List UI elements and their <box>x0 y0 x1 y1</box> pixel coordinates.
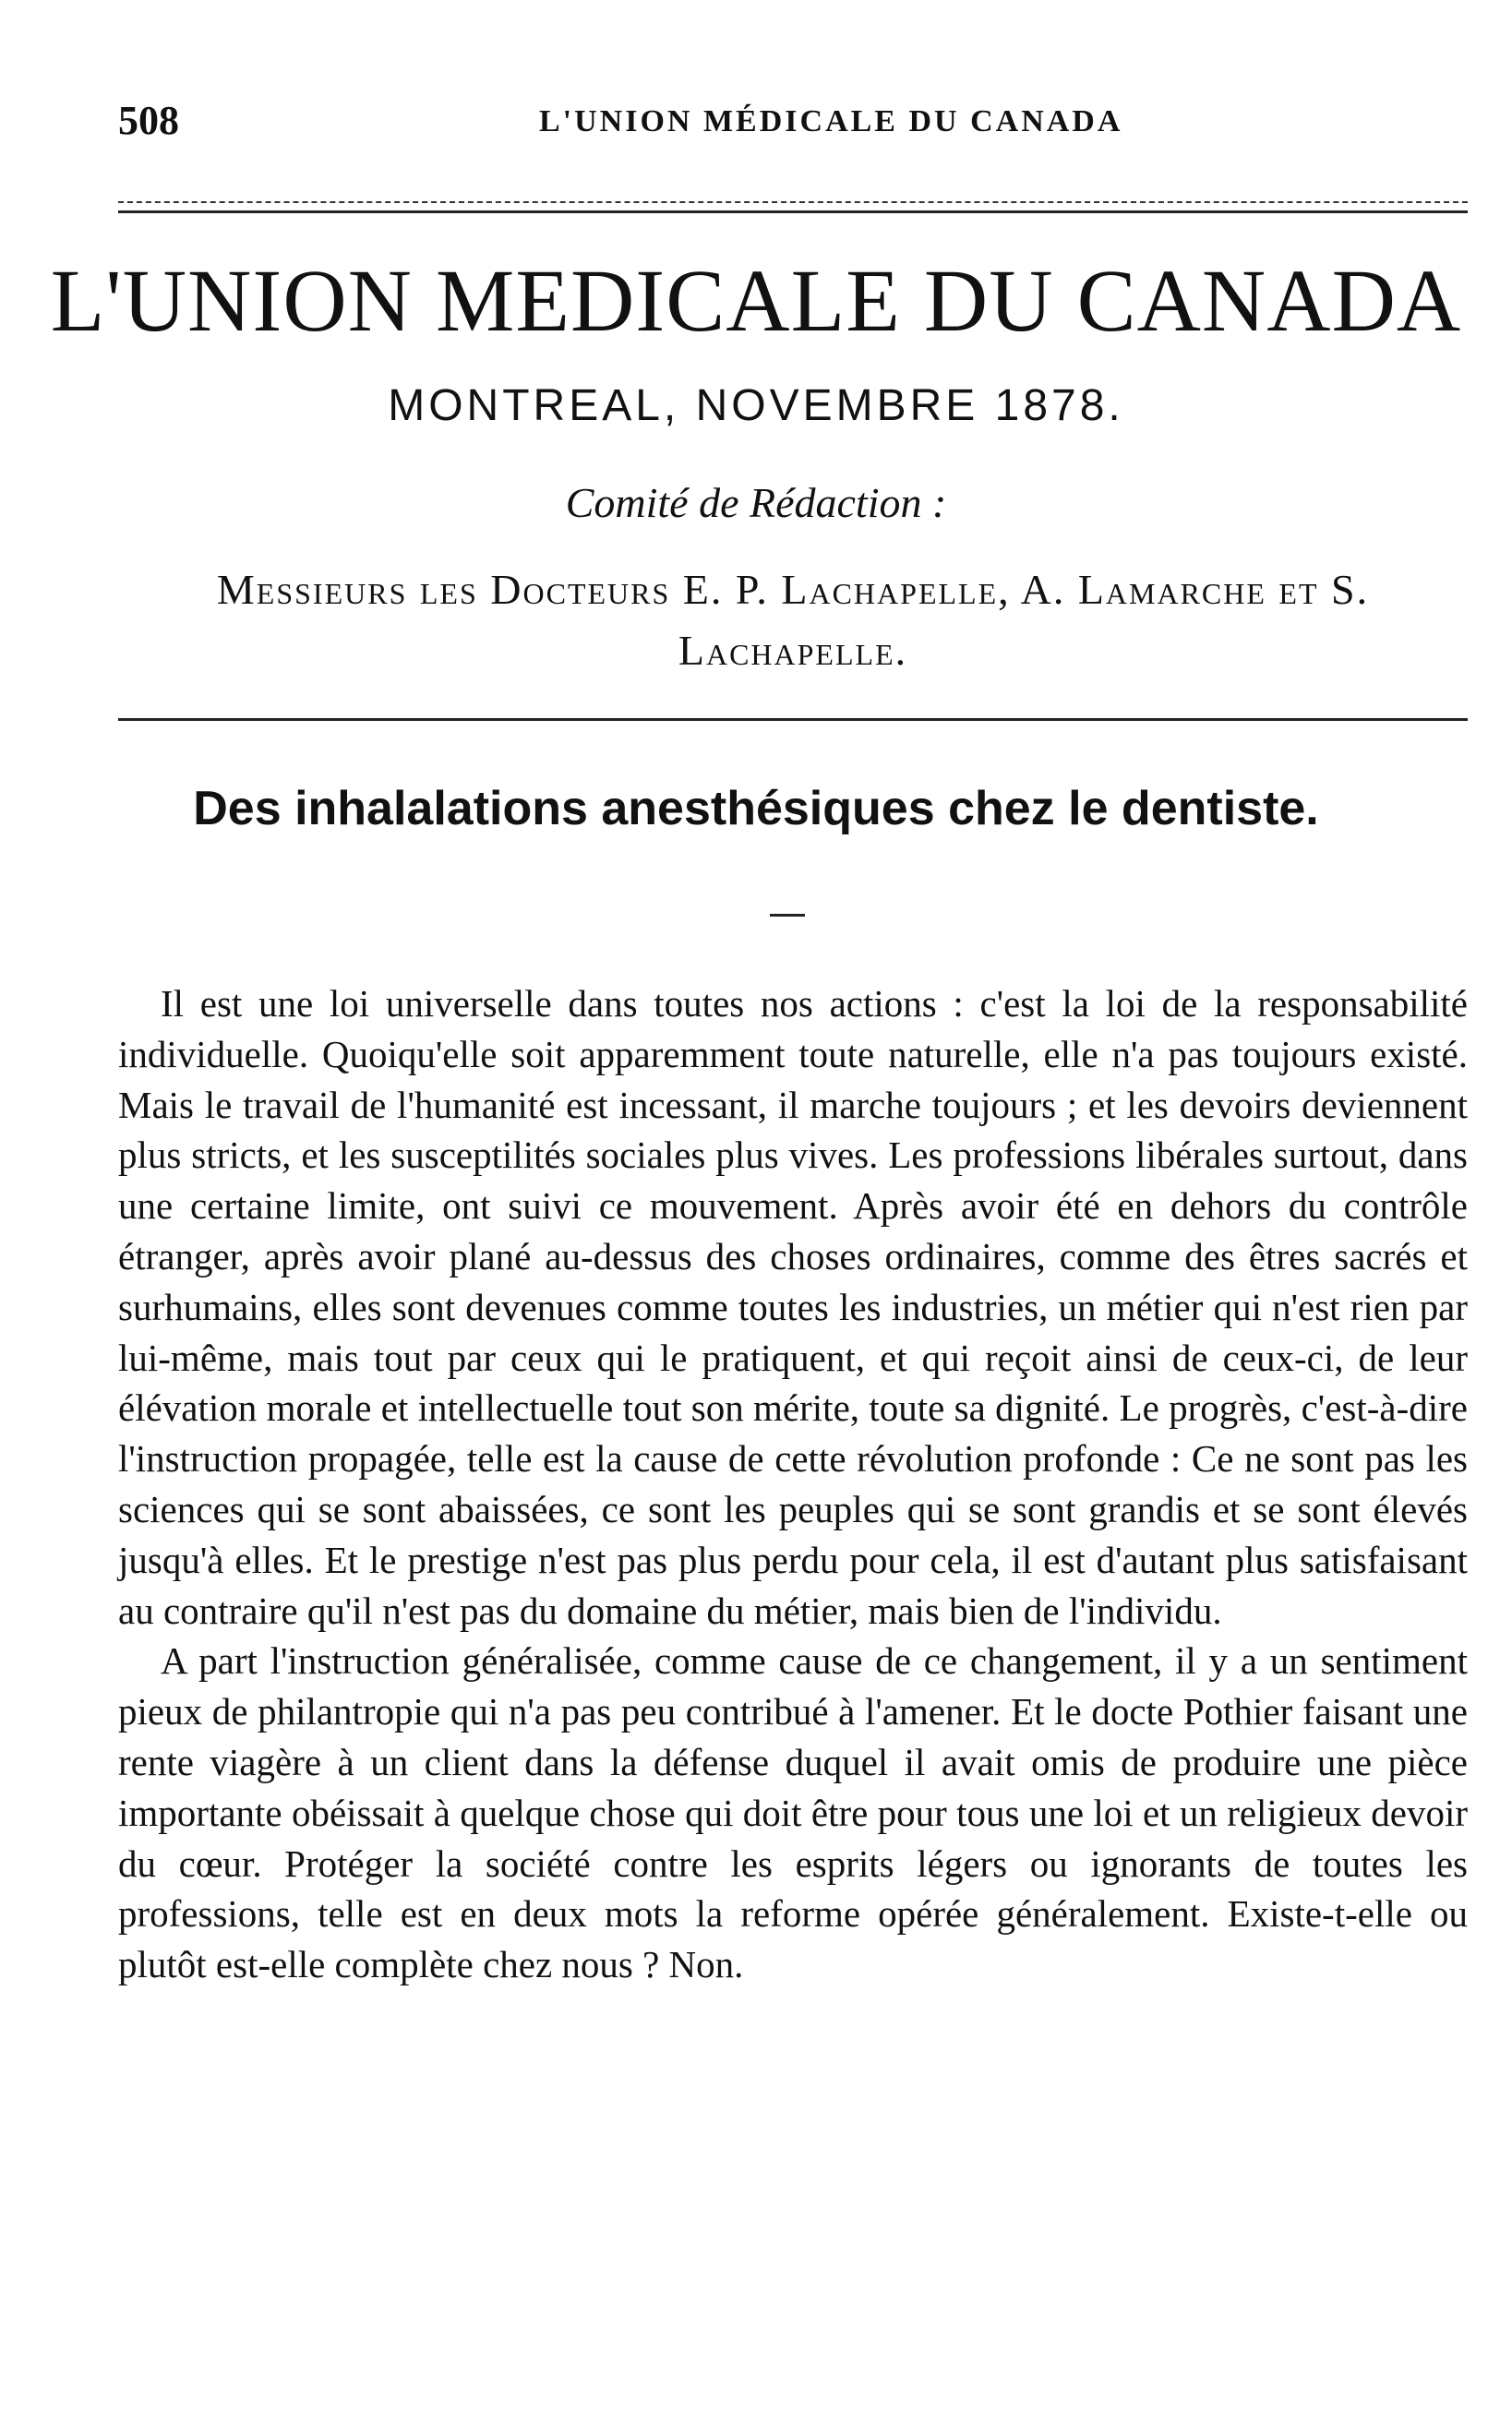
paragraph: A part l'instruction généralisée, comme cause de ce changement, il y a un sentiment pieux de philantropie qui n'a pas peu contribué à l'amener. Et le docte Pothier faisant une rente viagère à un client dans la défense duquel il avait omis de produire une pièce importante obéissait à quelque chose qui doit être pour tous une loi et un religieux devoir du cœur. Protéger la société contre les esprits légers ou ignorants de toutes les professions, telle est en deux mots la reforme opérée généralement. Existe-t-elle ou plutôt est-elle complète chez nous ? Non. <box>118 1639 1468 1986</box>
committee-members: Messieurs les Docteurs E. P. Lachapelle, A. Lamarche et S. Lachapelle. <box>216 566 1370 674</box>
article-body <box>118 978 1468 1990</box>
paragraph: Il est une loi universelle dans toutes nos actions : c'est la loi de la responsabilité individuelle. Quoiqu'elle soit apparemment toute naturelle, elle n'a pas toujours existé. Mais le travail de l'humanité est incessant, il marche toujours ; et les devoirs deviennent plus stricts, et les susceptilités sociales plus vives. Les professions libérales surtout, dans une certaine limite, ont suivi ce mouvement. Après avoir été en dehors du contrôle étranger, après avoir plané au-dessus des choses ordinaires, comme des êtres sacrés et surhumains, elles sont devenues comme toutes les industries, un métier qui n'est rien par lui-même, mais tout par ceux qui le pratiquent, et qui reçoit ainsi de ceux-ci, de leur élévation morale et intellectuelle tout son mérite, toute sa dignité. Le progrès, c'est-à-dire l'instruction propagée, telle est la cause de cette révolution profonde : Ce ne sont pas les sciences qui se sont abaissées, ce sont les peuples qui se sont grandis et se sont élevés jusqu'à elles. Et le prestige n'est pas plus perdu pour cela, il est d'autant plus satisfaisant au contraire qu'il n'est pas du domaine du métier, mais bien de l'individu. <box>118 982 1468 1632</box>
page-number: 508 <box>118 98 179 143</box>
header-rule <box>118 201 1468 213</box>
running-header <box>118 97 1466 152</box>
running-title: L'UNION MÉDICALE DU CANADA <box>539 104 1123 138</box>
section-rule <box>118 718 1468 721</box>
masthead-title: L'UNION MEDICALE DU CANADA <box>50 251 1462 350</box>
committee-heading: Comité de Rédaction : <box>565 479 947 526</box>
title-dash-divider <box>770 914 805 917</box>
dateline: MONTREAL, NOVEMBRE 1878. <box>388 381 1124 430</box>
article-title: Des inhalalations anesthésiques chez le dentiste. <box>193 782 1319 835</box>
